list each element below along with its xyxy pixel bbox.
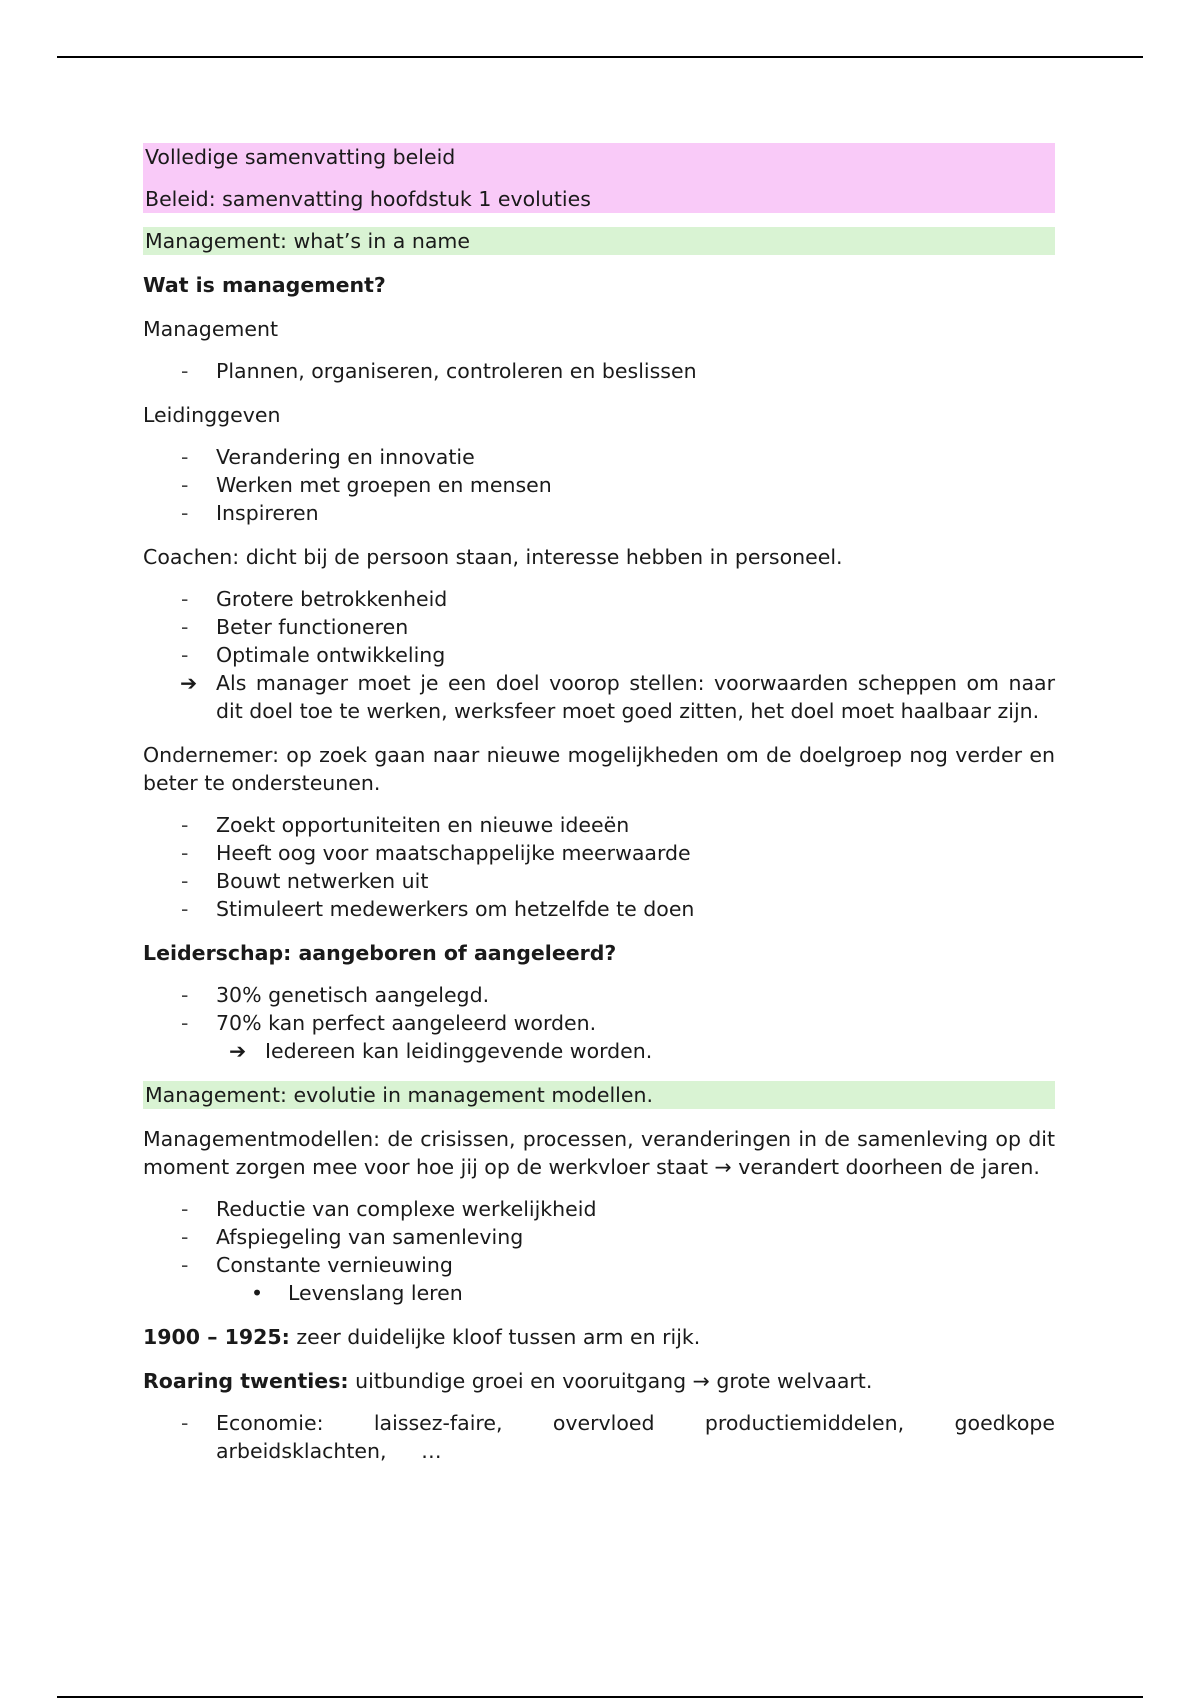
list-item: - Heeft oog voor maatschappelijke meerwaarde — [181, 841, 691, 865]
management-label: Management — [143, 317, 279, 341]
arrow-note: ➔ Als manager moet je een doel voorop stellen: voorwaarden scheppen om naar dit doel toe te werken, werksfeer moet goed zitten, het doel moet haalbaar zijn. — [180, 671, 1055, 723]
list-item: - Verandering en innovatie — [181, 445, 475, 469]
modellen-paragraph: Managementmodellen: de crisissen, processen, veranderingen in de samenleving op dit moment zorgen mee voor hoe jij op de werkvloer staat → verandert doorheen de jaren. — [143, 1127, 1055, 1179]
leiding-label: Leidinggeven — [143, 403, 281, 427]
list-item: - 70% kan perfect aangeleerd worden. — [181, 1011, 597, 1035]
management-list — [143, 357, 1055, 385]
list-item: - 30% genetisch aangelegd. — [181, 983, 490, 1007]
era-list — [143, 1409, 1055, 1465]
list-item: - Zoekt opportuniteiten en nieuwe ideeën — [181, 813, 630, 837]
header-rule — [57, 56, 1143, 58]
list-item: - Economie: laissez-faire, overvloed productiemiddelen, goedkope arbeidsklachten, … — [181, 1411, 1055, 1463]
arrow-icon: ➔ — [180, 671, 198, 695]
era-paragraph: 1900 – 1925: zeer duidelijke kloof tussen arm en rijk. — [143, 1325, 701, 1349]
arrow-note: ➔ Iedereen kan leidinggevende worden. — [229, 1039, 653, 1063]
footer-rule — [57, 1696, 1143, 1698]
leiderschap-list — [143, 981, 1055, 1065]
arrow-icon: ➔ — [229, 1039, 247, 1063]
list-item: - Afspiegeling van samenleving — [181, 1225, 524, 1249]
ondernemer-list — [143, 811, 1055, 923]
document-body — [143, 143, 1055, 1465]
bullet-icon: • — [251, 1281, 264, 1305]
list-item: • Levenslang leren — [251, 1281, 463, 1305]
list-item: - Bouwt netwerken uit — [181, 869, 429, 893]
list-item: - Plannen, organiseren, controleren en beslissen — [181, 359, 697, 383]
list-item: - Reductie van complexe werkelijkheid — [181, 1197, 597, 1221]
document-title: Volledige samenvatting beleid — [145, 145, 456, 169]
modellen-list — [143, 1195, 1055, 1307]
section-heading-1: Management: what’s in a name — [143, 227, 1055, 255]
list-item: - Beter functioneren — [181, 615, 409, 639]
title-block — [143, 143, 1055, 213]
section-heading-2: Management: evolutie in management modellen. — [143, 1081, 1055, 1109]
list-item: - Constante vernieuwing — [181, 1253, 453, 1277]
list-item: - Grotere betrokkenheid — [181, 587, 448, 611]
coach-list — [143, 585, 1055, 725]
list-item: - Werken met groepen en mensen — [181, 473, 552, 497]
leiding-list — [143, 443, 1055, 527]
question-heading: Wat is management? — [143, 273, 386, 297]
list-item: - Inspireren — [181, 501, 319, 525]
document-subtitle: Beleid: samenvatting hoofdstuk 1 evoluties — [145, 187, 591, 211]
era-paragraph: Roaring twenties: uitbundige groei en vooruitgang → grote welvaart. — [143, 1369, 873, 1393]
question-heading: Leiderschap: aangeboren of aangeleerd? — [143, 941, 617, 965]
list-item: - Optimale ontwikkeling — [181, 643, 446, 667]
ondernemer-paragraph: Ondernemer: op zoek gaan naar nieuwe mogelijkheden om de doelgroep nog verder en beter te ondersteunen. — [143, 743, 1055, 795]
list-item: - Stimuleert medewerkers om hetzelfde te doen — [181, 897, 695, 921]
coach-paragraph: Coachen: dicht bij de persoon staan, interesse hebben in personeel. — [143, 545, 843, 569]
